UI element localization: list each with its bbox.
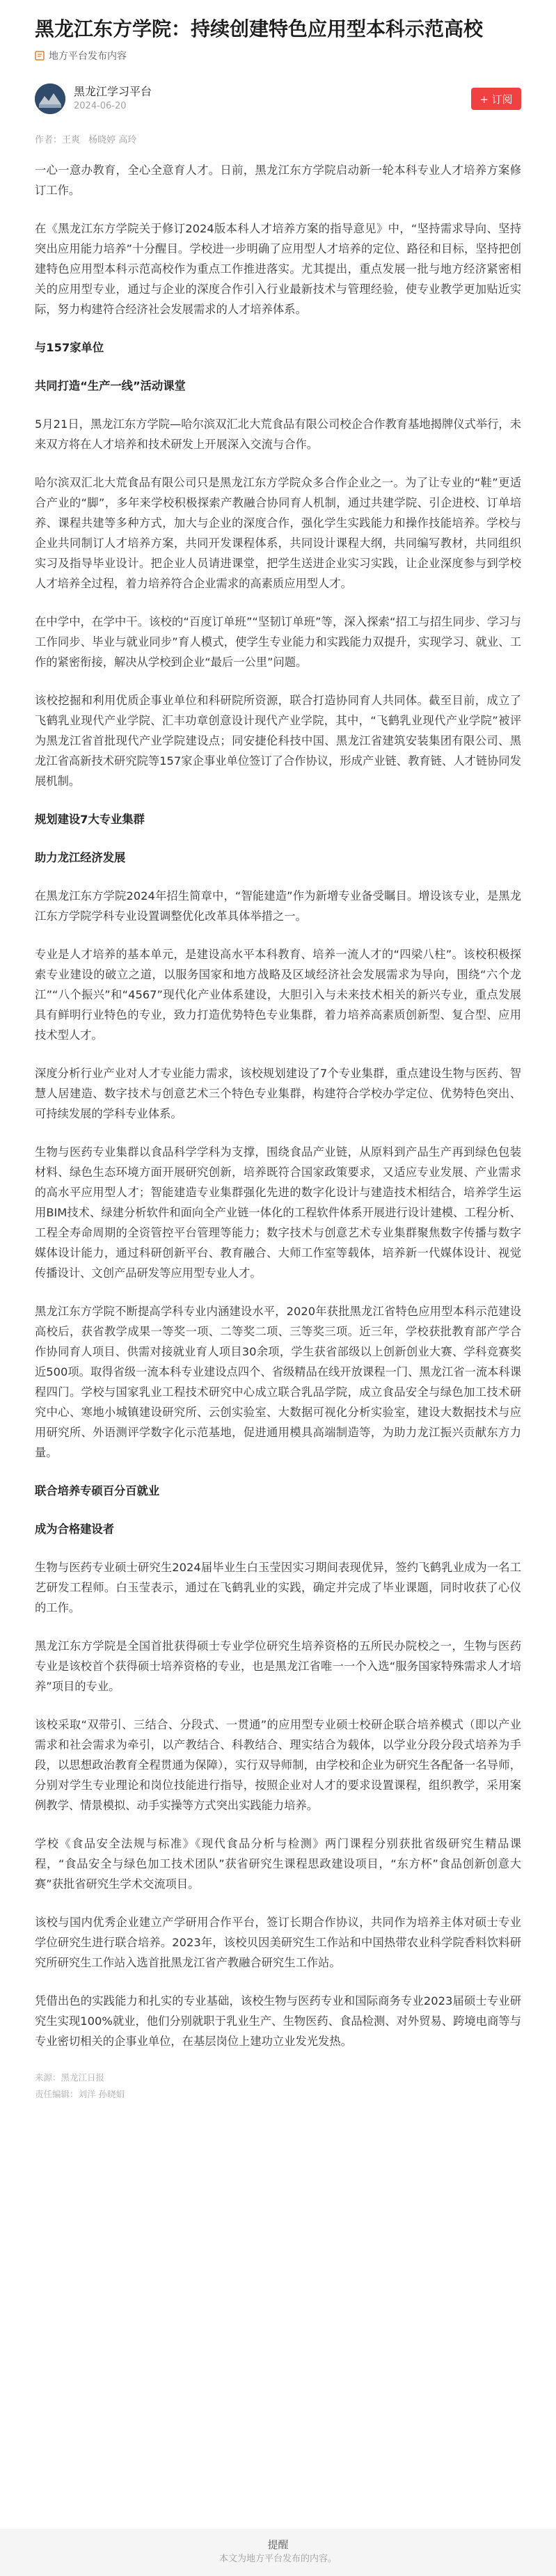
article-paragraph: 5月21日，黑龙江东方学院—哈尔滨双汇北大荒食品有限公司校企合作教育基地揭牌仪式举行，未来双方将在人才培养和技术研发上开展深入交流与合作。 xyxy=(35,418,521,451)
follow-button[interactable]: + 订阅 xyxy=(471,88,521,110)
byline xyxy=(35,134,521,148)
article-paragraph: 黑龙江东方学院不断提高学科专业内涵建设水平，2020年获批黑龙江省特色应用型本科示范建设高校后，获省教学成果一等奖一项、二等奖二项、三等奖三项。近三年，学校获批教育部产学合作协同育人项目、供需对接就业育人项目30余项，学生获省部级以上创新创业大赛、学科竞赛奖近500项。取得省级一流本科专业建设点四个、省级精品在线开放课程一门、黑龙江省一流本科课程四门。学校与国家乳业工程技术研究中心成立联合乳品学院，成立食品安全与绿色加工技术研究中心、寒地小城镇建设研究所、云创实验室、大数据可视化分析实验室，建设大数据技术与应用研究所、外语测评学数字化示范基地，促进通用模具高端制造等，为助力龙江振兴贡献东方力量。 xyxy=(35,1305,521,1459)
section-heading: 成为合格建设者 xyxy=(35,1522,114,1536)
notice-title: 提醒 xyxy=(267,2538,289,2551)
article-paragraph: 在黑龙江东方学院2024年招生简章中，“智能建造”作为新增专业备受瞩目。增设该专业，是黑龙江东方学院学科专业设置调整优化改革具体举措之一。 xyxy=(35,889,521,923)
article-paragraph: 该校挖掘和利用优质企事业单位和科研院所资源，联合打造协同育人共同体。截至目前，成立了飞鹤乳业现代产业学院、汇丰功章创意设计现代产业学院，其中，“飞鹤乳业现代产业学院”被评为黑龙江省首批现代产业学院建设点；同安捷伦科技中国、黑龙江省建筑安装集团有限公司、黑龙江省高新技术研究院等157家企事业单位签订了合作协议，形成产业链、教育链、人才链协同发展机制。 xyxy=(35,694,521,788)
article-body xyxy=(35,160,521,2051)
notice-text: 本文为地方平台发布的内容。 xyxy=(219,2554,337,2564)
article-paragraph: 学校《食品安全法规与标准》《现代食品分析与检测》两门课程分别获批省级研究生精品课程，“食品安全与绿色加工技术团队”获省研究生课程思政建设项目，“东方杯”食品创新创意大赛”获批省研究生学术交流项目。 xyxy=(35,1837,521,1891)
author-name[interactable]: 黑龙江学习平台 xyxy=(74,85,152,98)
publish-date: 2024-06-20 xyxy=(74,101,127,111)
article-paragraph: 在《黑龙江东方学院关于修订2024版本科人才培养方案的指导意见》中，“坚持需求导向、坚持突出应用能力培养”十分醒目。学校进一步明确了应用型人才培养的定位、路径和目标，坚持把创建特色应用型本科示范高校作为重点工作推进落实。尤其提出，重点发展一批与地方经济紧密相关的应用型专业，通过与企业的深度合作引入行业最新技术与管理经验，使专业教学更加贴近实际，努力构建符合经济社会发展需求的人才培养体系。 xyxy=(35,222,521,316)
byline-others: 杨晓婷 高玲 xyxy=(88,135,137,145)
section-heading: 共同打造“生产一线”活动课堂 xyxy=(35,379,186,392)
article-paragraph: 哈尔滨双汇北大荒食品有限公司只是黑龙江东方学院众多合作企业之一。为了让专业的“鞋”更适合产业的“脚”，多年来学校积极探索产教融合协同育人机制，通过共建学院、引企进校、订单培养、课程共建等多种方式，加大与企业的深度合作，强化学生实践能力和操作技能培养。学校与企业共同制订人才培养方案，共同开发课程体系，共同设计课程大纲，共同编写教材，共同组织实习及指导毕业设计。把企业人员请进课堂，把学生送进企业实习实践，让企业深度参与到学校人才培养全过程，着力培养符合企业需求的高素质应用型人才。 xyxy=(35,476,521,590)
article-paragraph: 在中学中，在学中干。该校的“百度订单班”“坚韧订单班”等，深入探索“招工与招生同步、学习与工作同步、毕业与就业同步”育人模式，使学生专业能力和实践能力双提升，实现学习、就业、工作的紧密衔接，解决从学校到企业“最后一公里”问题。 xyxy=(35,615,521,669)
notice-bar xyxy=(0,2529,556,2576)
article-paragraph: 黑龙江东方学院是全国首批获得硕士专业学位研究生培养资格的五所民办院校之一，生物与医药专业是该校首个获得硕士培养资格的专业，也是黑龙江省唯一一个入选“服务国家特殊需求人才培养”项目的专业。 xyxy=(35,1639,521,1693)
platform-tag-label: 地方平台发布内容 xyxy=(49,51,127,62)
author-row xyxy=(35,82,521,116)
section-heading: 助力龙江经济发展 xyxy=(35,851,126,864)
byline-author: 作者：王爽 xyxy=(35,135,81,145)
document-icon xyxy=(35,51,45,61)
article-paragraph: 深度分析行业产业对人才专业能力需求，该校规划建设了7个专业集群，重点建设生物与医药、智慧人居建造、数字技术与创意艺术三个特色专业集群，构建符合学校办学定位、优势特色突出、可持续发展的学科专业体系。 xyxy=(35,1067,521,1120)
editor-label: 责任编辑：刘洋 孙晓娟 xyxy=(35,2089,125,2099)
section-heading: 规划建设7大专业集群 xyxy=(35,813,145,826)
article-paragraph: 生物与医药专业集群以食品科学学科为支撑，围绕食品产业链，从原料到产品生产再到绿色包装材料、绿色生态环境方面开展研究创新，培养既符合国家政策要求，又适应专业发展、产业需求的高水平应用型人才；智能建造专业集群强化先进的数字化设计与建造技术相结合，培养学生运用BIM技术、绿建分析软件和面向全产业链一体化的工程软件体系开展进行设计建模、工程分析、工程全寿命周期的全资管控平台管理等能力；数字技术与创意艺术专业集群聚焦数字传播与数字媒体设计能力，通过科研创新平台、教育融合、大师工作室等载体，培养新一代媒体设计、视觉传播设计、文创产品研发等应用型专业人才。 xyxy=(35,1145,521,1280)
article-footer xyxy=(35,2069,521,2103)
article-paragraph: 凭借出色的实践能力和扎实的专业基础，该校生物与医药专业和国际商务专业2023届硕士专业研究生实现100%就业，他们分别就职于乳业生产、生物医药、食品检测、对外贸易、跨境电商等与专业密切相关的企事业单位，在基层岗位上建功立业发光发热。 xyxy=(35,1994,521,2048)
article-paragraph: 一心一意办教育，全心全意育人才。日前，黑龙江东方学院启动新一轮本科专业人才培养方案修订工作。 xyxy=(35,164,521,197)
article-paragraph: 生物与医药专业硕士研究生2024届毕业生白玉莹因实习期间表现优异，签约飞鹤乳业成为一名工艺研发工程师。白玉莹表示，通过在飞鹤乳业的实践，确定并完成了毕业课题，同时收获了心仪的工作。 xyxy=(35,1561,521,1614)
article-paragraph: 该校与国内优秀企业建立产学研用合作平台，签订长期合作协议，共同作为培养主体对硕士专业学位研究生进行联合培养。2023年，该校贝因美研究生工作站和中国热带农业科学院香料饮料研究所研究生工作站入选首批黑龙江省产教融合研究生工作站。 xyxy=(35,1916,521,1969)
section-heading: 联合培养专硕百分百就业 xyxy=(35,1484,160,1497)
platform-tag xyxy=(35,49,521,63)
avatar[interactable] xyxy=(35,84,65,114)
author-info xyxy=(74,84,152,113)
page-title: 黑龙江东方学院：持续创建特色应用型本科示范高校 xyxy=(35,17,484,40)
article-paragraph: 该校采取“双带引、三结合、分段式、一贯通”的应用型专业硕士校研企联合培养模式（即以产业需求和社会需求为牵引，以产教结合、科教结合、理实结合为载体，以学业分段分段式培养为手段，以思想政治教育全程贯通为保障），实行双导师制，由学校和企业为研究生各配备一名导师，分别对学生专业理论和岗位技能进行指导，按照企业对人才的要求设置课程，组织教学，采用案例教学、情景模拟、动手实操等方式突出实践能力培养。 xyxy=(35,1718,521,1812)
section-heading: 与157家单位 xyxy=(35,341,104,354)
source-label: 来源：黑龙江日报 xyxy=(35,2072,105,2083)
article-paragraph: 专业是人才培养的基本单元，是建设高水平本科教育、培养一流人才的“四梁八柱”。该校积极探索专业建设的破立之道，以服务国家和地方战略及区域经济社会发展需求为导向，围绕“六个龙江”“八个振兴”和“4567”现代化产业体系建设，大胆引入与未来技术相关的新兴专业，重点发展具有鲜明行业特色的专业，致力打造优势特色专业集群，着力培养高素质创新型、复合型、应用技术型人才。 xyxy=(35,948,521,1042)
